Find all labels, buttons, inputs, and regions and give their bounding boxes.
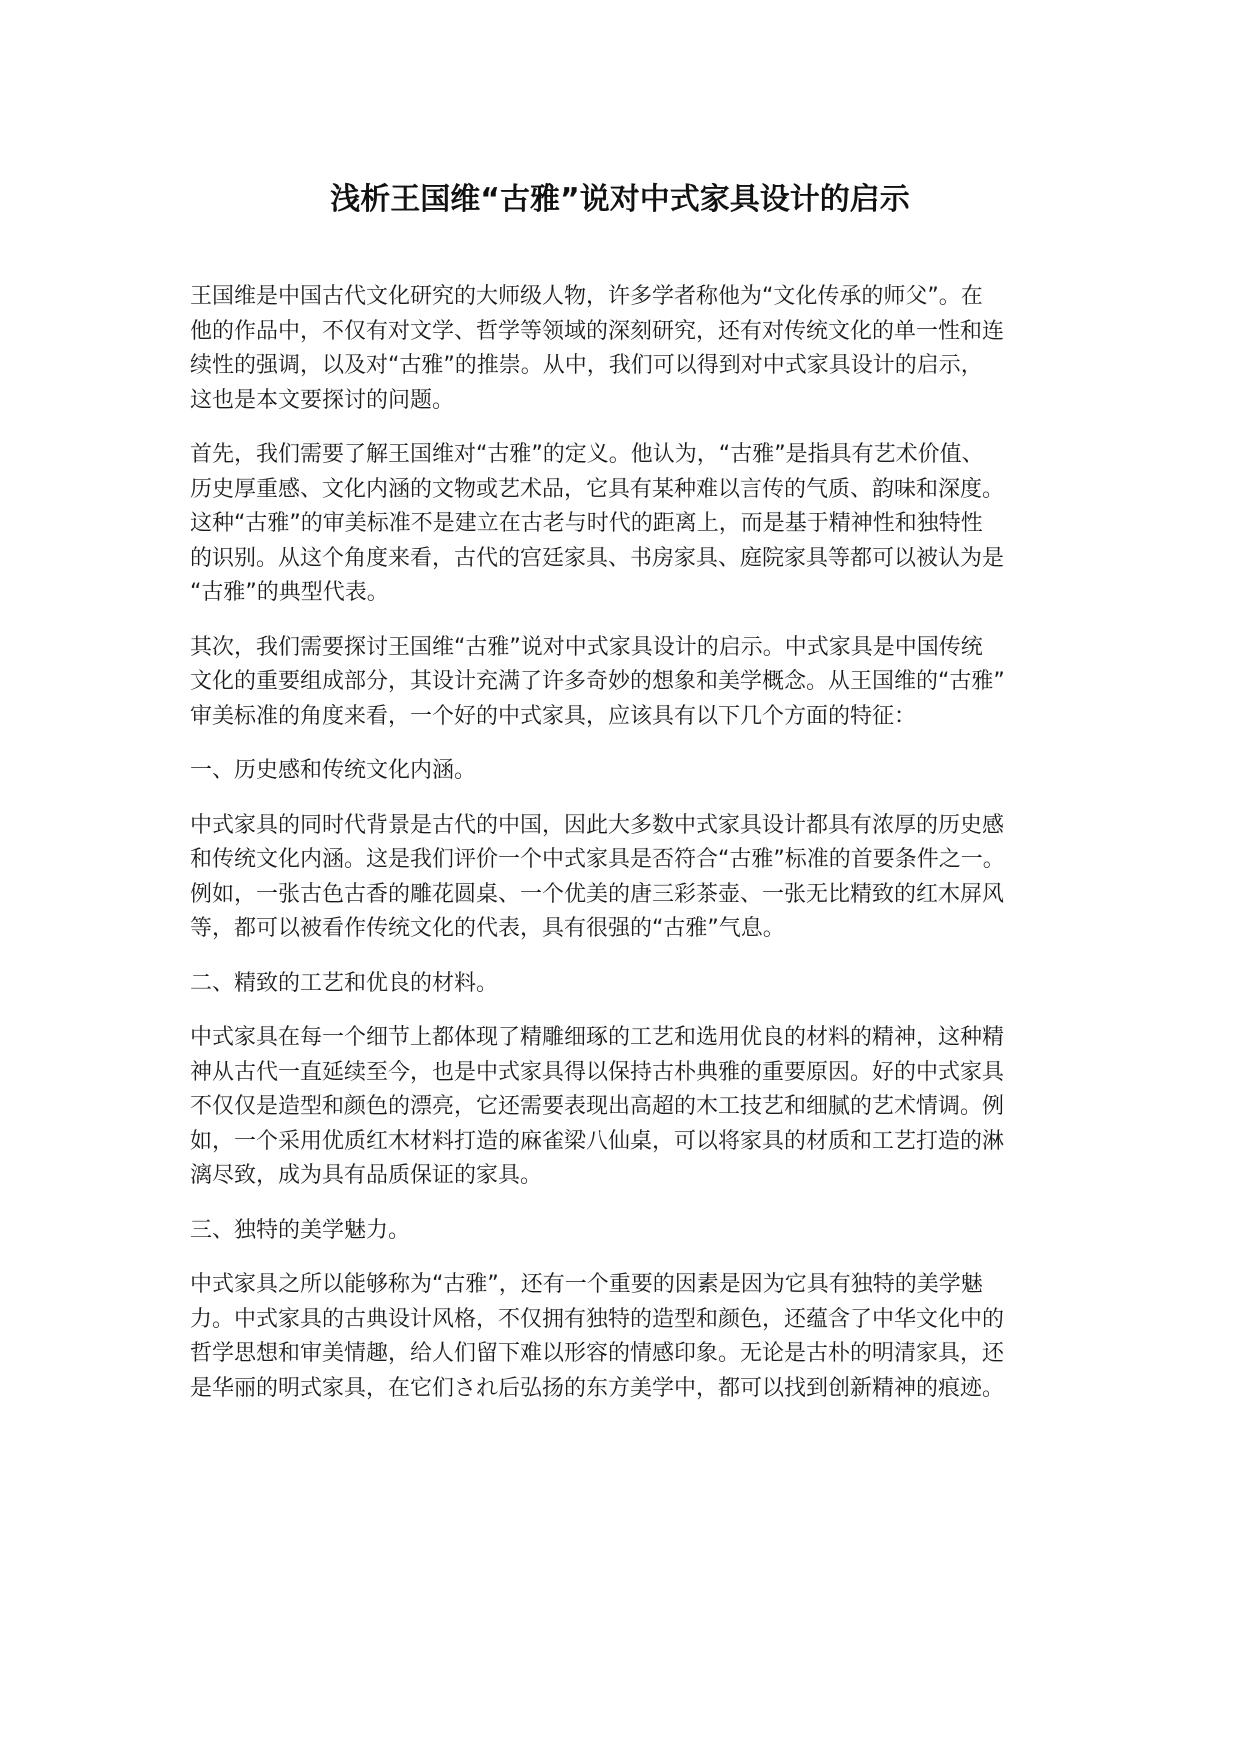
text-line: 哲学思想和审美情趣，给人们留下难以形容的情感印象。无论是古朴的明清家具，还 xyxy=(190,1341,1005,1366)
text-line: 历史厚重感、文化内涵的文物或艺术品，它具有某种难以言传的气质、韵味和深度。 xyxy=(190,476,1005,502)
paragraph-definition xyxy=(190,438,1070,611)
paragraph-intro xyxy=(190,280,1070,418)
section-heading-2: 二、精致的工艺和优良的材料。 xyxy=(190,970,499,996)
text-line: 中式家具的同时代背景是古代的中国，因此大多数中式家具设计都具有浓厚的历史感 xyxy=(190,812,1005,838)
section-heading-1: 一、历史感和传统文化内涵。 xyxy=(190,758,477,783)
text-line: 等，都可以被看作传统文化的代表，具有很强的“古雅”气息。 xyxy=(190,916,785,941)
text-line: 神从古代一直延续至今，也是中式家具得以保持古朴典雅的重要原因。好的中式家具 xyxy=(190,1059,1005,1085)
section-heading-3: 三、独特的美学魅力。 xyxy=(190,1217,411,1243)
text-line: 漓尽致，成为具有品质保证的家具。 xyxy=(190,1163,543,1188)
text-line: 力。中式家具的古典设计风格，不仅拥有独特的造型和颜色，还蕴含了中华文化中的 xyxy=(190,1306,1005,1332)
text-line: 的识别。从这个角度来看，古代的宫廷家具、书房家具、庭院家具等都可以被认为是 xyxy=(190,545,1005,571)
text-line: 这也是本文要探讨的问题。 xyxy=(190,387,455,413)
text-line: 例如，一张古色古香的雕花圆桌、一个优美的唐三彩茶壶、一张无比精致的红木屏风 xyxy=(190,881,1005,907)
paragraph-inspiration xyxy=(190,631,1070,735)
text-line: 他的作品中，不仅有对文学、哲学等领域的深刻研究，还有对传统文化的单一性和连 xyxy=(190,318,1005,344)
text-line: 如，一个采用优质红木材料打造的麻雀梁八仙桌，可以将家具的材质和工艺打造的淋 xyxy=(190,1128,1005,1154)
text-line: 和传统文化内涵。这是我们评价一个中式家具是否符合“古雅”标准的首要条件之一。 xyxy=(190,847,1005,872)
paragraph-history xyxy=(190,809,1070,947)
text-line: 文化的重要组成部分，其设计充满了许多奇妙的想象和美学概念。从王国维的“古雅” xyxy=(190,669,1005,694)
document-body xyxy=(190,280,1070,1426)
text-line: “古雅”的典型代表。 xyxy=(190,580,389,605)
text-line: 王国维是中国古代文化研究的大师级人物，许多学者称他为“文化传承的师父”。在 xyxy=(190,284,983,309)
text-line: 首先，我们需要了解王国维对“古雅”的定义。他认为，“古雅”是指具有艺术价值、 xyxy=(190,442,984,467)
document-title: 浅析王国维“古雅”说对中式家具设计的启示 xyxy=(330,182,910,217)
text-line: 不仅仅是造型和颜色的漂亮，它还需要表现出高超的木工技艺和细腻的艺术情调。例 xyxy=(190,1094,1005,1119)
text-line: 是华丽的明式家具，在它们され后弘扬的东方美学中，都可以找到创新精神的痕迹。 xyxy=(190,1375,1005,1401)
text-line: 其次，我们需要探讨王国维“古雅”说对中式家具设计的启示。中式家具是中国传统 xyxy=(190,634,983,660)
paragraph-craft xyxy=(190,1021,1070,1194)
text-line: 审美标准的角度来看，一个好的中式家具，应该具有以下几个方面的特征： xyxy=(190,703,917,729)
paragraph-aesthetics xyxy=(190,1268,1070,1406)
text-line: 中式家具在每一个细节上都体现了精雕细琢的工艺和选用优良的材料的精神，这种精 xyxy=(190,1025,1005,1050)
text-line: 续性的强调，以及对“古雅”的推崇。从中，我们可以得到对中式家具设计的启示， xyxy=(190,353,983,378)
text-line: 中式家具之所以能够称为“古雅”，还有一个重要的因素是因为它具有独特的美学魅 xyxy=(190,1272,983,1297)
text-line: 这种“古雅”的审美标准不是建立在古老与时代的距离上，而是基于精神性和独特性 xyxy=(190,511,983,536)
